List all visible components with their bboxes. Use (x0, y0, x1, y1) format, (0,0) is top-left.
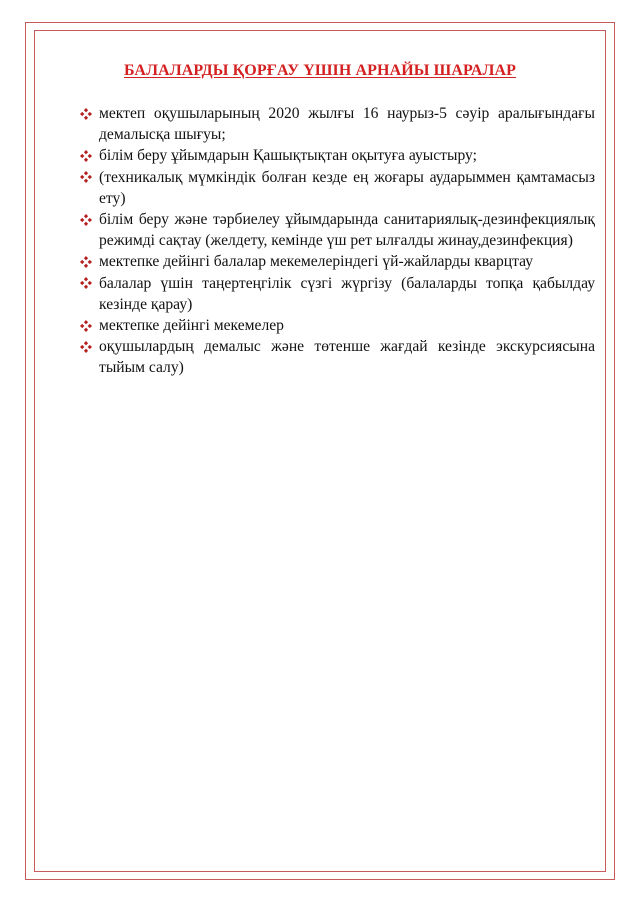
list-item-text: мектепке дейінгі балалар мекемелеріндегі үй-жайларды кварцтау (99, 253, 534, 271)
list-item (80, 315, 595, 336)
list-item-text: білім беру және тәрбиелеу ұйымдарында санитариялық-дезинфекциялық режимді сақтау (желдету, кемінде үш рет ылғалды жинау,дезинфекция) (99, 211, 595, 250)
list-item-text: білім беру ұйымдарын Қашықтықтан оқытуға ауыстыру; (99, 147, 477, 165)
list-item (80, 103, 595, 145)
four-diamond-bullet-icon (80, 315, 99, 336)
list-item (80, 209, 595, 251)
list-item (80, 145, 595, 166)
list-item-text: (техникалық мүмкіндік болған кезде ең жоғары аударыммен қамтамасыз ету) (99, 168, 595, 207)
four-diamond-bullet-icon (80, 273, 99, 294)
list-item (80, 336, 595, 378)
list-item (80, 251, 595, 272)
four-diamond-bullet-icon (80, 209, 99, 230)
four-diamond-bullet-icon (80, 336, 99, 357)
four-diamond-bullet-icon (80, 167, 99, 188)
list-item-text: оқушылардың демалыс және төтенше жағдай кезінде экскурсиясына тыйым салу) (99, 338, 595, 377)
list-item-text: мектеп оқушыларының 2020 жылғы 16 наурыз-5 сәуір аралығындағы демалысқа шығуы; (99, 105, 595, 144)
list-item-text: мектепке дейінгі мекемелер (99, 317, 284, 335)
four-diamond-bullet-icon (80, 103, 99, 124)
list-item (80, 273, 595, 315)
list-item (80, 167, 595, 209)
document-title: БАЛАЛАРДЫ ҚОРҒАУ ҮШІН АРНАЙЫ ШАРАЛАР (123, 62, 517, 79)
measures-list (80, 103, 595, 379)
four-diamond-bullet-icon (80, 145, 99, 166)
four-diamond-bullet-icon (80, 251, 99, 272)
list-item-text: балалар үшін таңертеңгілік сүзгі жүргізу (балаларды топқа қабылдау кезінде қарау) (99, 274, 595, 313)
